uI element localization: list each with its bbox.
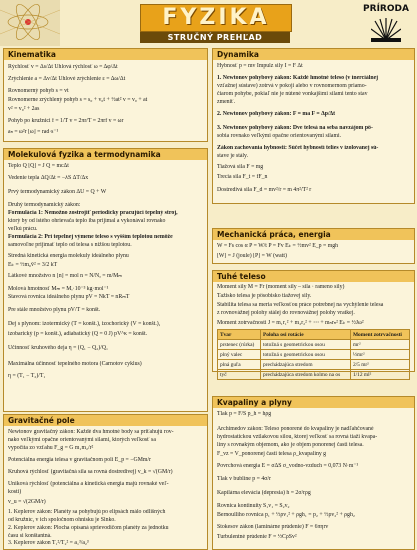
panel-molekulova-fyzika — [3, 148, 208, 412]
formula-line: Formulácia 2: Pri tepelnej výmene teleso s vyšším teplotou nemôže — [8, 234, 173, 240]
formula-line: 3. Keplerov zákon T₁²/T₂² = a₁³/a₂³ — [8, 540, 89, 546]
formula-line: 2. Newtonov pohybový zákon: F = ma F = Δp/Δt — [217, 111, 336, 117]
table-cell: prstenec (rúrka) — [218, 340, 261, 350]
atom-logo-icon — [0, 0, 60, 46]
formula-line: v² = v₀² + 2as — [8, 106, 40, 112]
formula-line: Formulácia 1: Nemožno zostrojiť periodicky pracujúci tepelný stroj, — [8, 210, 178, 216]
table-cell: prechádzajúca stredom kolmo na os — [260, 370, 350, 380]
table-cell: tyč — [218, 370, 261, 380]
panel-mechanicka-praca — [212, 228, 415, 264]
formula-line: [W] = J (joule) [P] = W (watt) — [217, 253, 287, 259]
formula-line: η = (T₁ − T₂)/T₁ — [8, 373, 46, 379]
page-header — [0, 0, 417, 46]
table-header: Tvar — [218, 330, 261, 340]
formula-line: zmeniť. — [217, 99, 236, 105]
panel-kinematika — [3, 48, 208, 142]
formula-line: Stredná kinetická energia molekuly ideálneho plynu — [8, 253, 129, 259]
table-cell: plná guľa — [218, 360, 261, 370]
panel-dynamika — [212, 48, 415, 204]
formula-line: vzťažnej sústave) zotrvá v pokoji alebo v rovnomernom priamo- — [217, 83, 367, 89]
formula-line: stave je stály. — [217, 153, 249, 159]
formula-line: Dostredivá sila F_d = mv²/r = m 4π²/T² r — [217, 187, 312, 193]
formula-line: Newtonov gravitačný zákon: Každé dva hmotné body sa priťahujú rov- — [8, 429, 174, 435]
table-cell: prechádzajúca stredom — [260, 360, 350, 370]
formula-line: Rovnomerne zrýchlený pohyb s = s₀ + v₀t + ½at² v = v₀ + at — [8, 97, 148, 103]
formula-line: Prvý termodynamický zákon ΔU = Q + W — [8, 189, 107, 195]
formula-line: Stokesov zákon (laminárne prúdenie) F = 6πηrv — [217, 524, 329, 530]
table-row — [218, 370, 410, 380]
table-cell: plný valec — [218, 350, 261, 360]
table-header: Poloha osi rotácie — [260, 330, 350, 340]
table-row — [218, 340, 410, 350]
formula-line: F_vz = V_ponorenej časti telesa ρ_kvapaliny g — [217, 451, 327, 457]
formula-line: v_u = √(2GM/r) — [8, 499, 46, 505]
formula-line: ktorý by od istého ohrievača teplo iba prijímal a vykonával rovnako — [8, 218, 166, 224]
formula-line: Rovnica kontinuity S₁v₁ = S₂v₂ — [217, 503, 290, 509]
formula-line: Tlak v bubline p = 4σ/r — [217, 476, 271, 482]
panel-title: Molekulová fyzika a termodynamika — [4, 149, 207, 160]
formula-line: Turbulentné prúdenie F = ½CρSv² — [217, 534, 297, 540]
panel-title: Tuhé teleso — [213, 271, 414, 282]
formula-line: 2. Keplerov zákon: Plocha opísaná sprievodičom planéty za jednotku — [8, 525, 169, 531]
formula-line: Hybnosť p = mv Impulz sily I = F Δt — [217, 63, 303, 69]
panel-title: Kvapaliny a plyny — [213, 397, 414, 408]
formula-line: Rýchlosť v = Δs/Δt Uhlová rýchlosť ω = Δφ/Δt — [8, 64, 118, 70]
panel-tuhe-teleso — [212, 270, 415, 378]
formula-line: kosti) — [8, 489, 22, 495]
formula-line: 3. Newtonov pohybový zákon: Dve telesá na seba navzájom pô- — [217, 125, 373, 131]
table-row — [218, 360, 410, 370]
formula-line: Bernoulliho rovnica p₁ + ½ρv₁² + ρgh₁ = p₂ + ½ρv₂² + ρgh₂ — [217, 512, 355, 518]
formula-line: Eₖ = ½m₀v̄² = 3/2 kT — [8, 262, 58, 268]
formula-line: samovoľne prijímať teplo od telesa s nižšou teplotou. — [8, 242, 132, 248]
formula-line: 1. Keplerov zákon: Planéty sa pohybujú po elipsách málo odlišných — [8, 509, 166, 515]
formula-line: čiarom pohybe, pokiaľ nie je nútené vonkajšími silami tento stav — [217, 91, 368, 97]
formula-line: z rovnovážnej polohy stálej do rovnovážnej polohy vratkej. — [217, 310, 355, 316]
formula-line: Vedenie tepla ΔQ/Δt = −λS ΔT/Δx — [8, 175, 89, 181]
formula-line: Druhý termodynamický zákon: — [8, 202, 81, 208]
panel-gravitacne-pole — [3, 414, 208, 550]
formula-line: vypočíta zo vzťahu F_g = G m₁m₂/r² — [8, 445, 94, 451]
formula-line: Moment sily M = Fr (moment sily – sila · rameno sily) — [217, 284, 345, 290]
formula-line: Pre stále množstvo plynu pV/T = konšt. — [8, 307, 101, 313]
formula-line: aₙ = ω²r [ω] = rad·s⁻¹ — [8, 129, 59, 135]
formula-line: Tiažová sila F = mg — [217, 164, 264, 170]
formula-line: Účinnosť kruhového deja η = (Q₁ − Q₂)/Q₁ — [8, 345, 109, 351]
formula-line: Tlak p = F/S p_h = hρg — [217, 411, 272, 417]
table-cell: 2/5 mr² — [350, 360, 409, 370]
table-header: Moment zotrvačnosti — [350, 330, 409, 340]
panel-title: Kinematika — [4, 49, 207, 60]
formula-line: sobia rovnako veľkými opačne orientovanými silami. — [217, 133, 342, 139]
formula-line: Látkové množstvo n [n] = mol n = N/Nₐ = m/Mₘ — [8, 273, 122, 279]
formula-line: Stabilita telesa sa meria veľkosťou práce potrebnej na vychýlenie telesa — [217, 302, 384, 308]
table-row — [218, 350, 410, 360]
formula-line: Stavová rovnica ideálneho plynu pV = NkT = nRₘT — [8, 294, 130, 300]
formula-line: veľkú prácu. — [8, 226, 38, 232]
table-cell: 1/12 ml² — [350, 370, 409, 380]
formula-line: Molová hmotnosť Mₘ = Mᵣ·10⁻³ kg·mol⁻¹ — [8, 286, 109, 292]
moment-table — [217, 329, 410, 380]
panel-kvapaliny-plyny — [212, 396, 415, 550]
page-title: FYZIKA — [140, 4, 292, 32]
formula-line: času si konštantná. — [8, 533, 52, 539]
formula-line: Potenciálna energia telesa v gravitačnom poli E_p = −GMm/r — [8, 457, 151, 463]
formula-line: Povrchová energia E = σΔS σ_vodno-vzduch = 0,073 N·m⁻¹ — [217, 463, 359, 469]
formula-line: Kruhová rýchlosť (gravitačná sila sa rovná dostredivej) v_k = √(GM/r) — [8, 469, 173, 475]
formula-line: Rovnomerný pohyb s = vt — [8, 88, 69, 94]
panel-title: Dynamika — [213, 49, 414, 60]
brand-logo — [357, 2, 415, 44]
table-cell: ½mr² — [350, 350, 409, 360]
formula-line: Úniková rýchlosť (potenciálna a kinetická energia majú rovnaké veľ- — [8, 481, 169, 487]
sunburst-icon — [371, 16, 401, 42]
table-cell: mr² — [350, 340, 409, 350]
formula-line: Teplo Q [Q] = J Q = mcΔt — [8, 163, 69, 169]
formula-line: Trecia sila F_t = fF_n — [217, 174, 268, 180]
formula-line: Kapilárna elevácia (depresia) h = 2σ/rρg — [217, 490, 311, 496]
formula-line: Maximálna účinnosť tepelného motora (Carnotov cyklus) — [8, 361, 142, 367]
brand-name: PRÍRODA — [363, 4, 409, 14]
formula-line: liny s rovnakým objemom, ako je objem ponorenej časti telesa. — [217, 442, 364, 448]
formula-line: W = Fs cos α P = W/t P = Fv Eₖ = ½mv² E_p = mgh — [217, 243, 339, 249]
panel-title: Gravitačné pole — [4, 415, 207, 426]
panel-title: Mechanická práca, energia — [213, 229, 414, 240]
formula-line: Archimedov zákon: Teleso ponorené do kvapaliny je nadľahčované — [217, 426, 374, 432]
formula-line: Ťažisko telesa je pôsobisko tiažovej sily. — [217, 293, 312, 299]
formula-line: hydrostatickou vztlakovou silou, ktorej veľkosť sa rovná tiaži kvapa- — [217, 434, 378, 440]
formula-line: od kružníc, v ich spoločnom ohnisku je Slnko. — [8, 517, 116, 523]
formula-line: Pohyb po kružnici f = 1/T v = 2πr/T = 2πrf v = ωr — [8, 118, 124, 124]
formula-line: Zákon zachovania hybnosti: Súčet hybností telies v izolovanej sú- — [217, 145, 379, 151]
formula-line: Moment zotrvačnosti J = m₁r₁² + m₂r₂² + ⋯ + mₙrₙ² Eₖ = ½Jω² — [217, 320, 364, 326]
formula-line: 1. Newtonov pohybový zákon: Každé hmotné teleso (v inerciálnej — [217, 75, 379, 81]
page-subtitle: STRUČNÝ PREHĽAD — [140, 32, 290, 43]
table-cell: totožná s geometrickou osou — [260, 350, 350, 360]
formula-line: Zrýchlenie a = Δv/Δt Uhlové zrýchlenie ε = Δω/Δt — [8, 76, 126, 82]
formula-line: izobarický (p = konšt.), adiabatický (Q = 0 J) pV^κ = konšt. — [8, 331, 148, 337]
formula-line: Dej s plynom: izotermický (T = konšt.), izochorický (V = konšt.), — [8, 321, 161, 327]
title-block — [140, 4, 290, 44]
formula-line: nako veľkými opačne orientovanými silami, ktorých veľkosť sa — [8, 437, 156, 443]
table-header-row — [218, 330, 410, 340]
table-cell: totožná s geometrickou osou — [260, 340, 350, 350]
